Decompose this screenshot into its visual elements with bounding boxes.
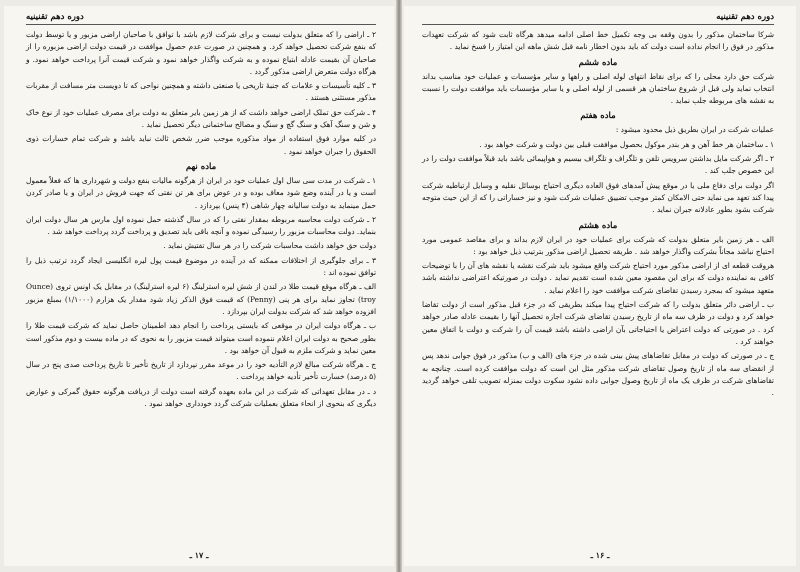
- article-heading: ماده هشتم: [578, 220, 618, 231]
- right-para: هروقت قطعه ای از اراضی مذکور مورد احتیاج شرکت واقع میشود باید شرکت نقشه یا نقشه های آن را با توضیحات کافی به نماینده دولت که برای این مقصود معین شده است تقدیم نماید . دولت در صورتیکه اعتراضی نداشته باشد متعهد میشود که بمجرد رسیدن تقاضای شرکت موافقت خود را اعلام نماید .: [422, 261, 774, 295]
- article-heading: ماده ششم: [578, 57, 618, 68]
- article-heading: ماده نهم: [185, 161, 217, 172]
- right-para: ج ـ در صورتی که دولت در مقابل تقاضاهای پیش بینی شده در جزء های (الف و ب) مذکور در فوق جوابی ندهد پس از انقضای سه ماه از تاریخ وصول تقاضای شرکت مذکور مثل این است که دولت موافقت کرده است. چنانچه به تقاضاهای شرکت در ظرف یک ماه از تاریخ وصول جوابی داده نشود سکوت دولت بمنزله تصویب تلقی خواهد گردید .: [422, 351, 774, 398]
- right-page-number: ـ ۱۶ ـ: [590, 550, 610, 560]
- left-para: الف ـ هرگاه موقع قیمت طلا در لندن از شش لیره استرلینگ (۶ لیره استرلینگ) در مقابل یک اونس تروی (Ounce troy) تجاوز نماید برای هر پنی (Penny) که قیمت فوق الذکر زیاد شود مقدار یک هزارم (۱/۱۰۰۰) بمبلغ مزبور افزوده خواهد شد که شرکت بدولت ایران بپردازد .: [26, 282, 376, 316]
- right-para: شرکت حق دارد محلی را که برای نقاط انتهای لوله اصلی و راهها و سایر مؤسسات و عملیات خود مناسب بداند انتخاب نماید ولی قبل از شروع ساختمان هر قسمی از لوله اصلی و یا سایر مؤسسات باید موافقت دولت را نسبت به نقشه های مربوطه جلب نماید .: [422, 71, 774, 106]
- left-para: ب ـ هرگاه دولت ایران در موقعی که بایستی پرداخت را انجام دهد اطمینان حاصل نماید که شرکت قیمت طلا را بطور صحیح به دولت ایران اعلام ننموده است میتواند قیمت مزبور را به نحوی که در ماده بیست و دوم مذکور است معین نماید و شرکت ملزم به قبول آن خواهد بود .: [26, 321, 376, 355]
- left-para: ۲ ـ شرکت دولت محاسبه مربوطه بمقدار نفتی را که در سال گذشته حمل نموده اول مارس هر سال دولت ایران بنماید. دولت محاسبات مزبور را رسیدگی نموده و آنچه باقی باید تصدیق و پرداخت گردد پرداخت خواهد شد .: [26, 214, 376, 237]
- right-para: ۱ ـ ساختمان هر خط آهن و هر بندر موکول بحصول موافقت قبلی بین دولت و شرکت خواهد بود .: [479, 139, 774, 149]
- right-para: عملیات شرکت در ایران بطریق ذیل محدود میشود :: [615, 125, 774, 135]
- right-page: [404, 6, 796, 566]
- left-page-content: [26, 29, 376, 410]
- left-running-head: دوره دهم تقنینیه: [26, 12, 376, 25]
- book-gutter: [396, 0, 402, 572]
- left-para: در کلیه موارد فوق استفاده از مواد مذکوره موجب ضرر شخص ثالث نباید باشد و شرکت تمام خسارات ذوی الحقوق را جبران خواهد نمود .: [26, 134, 376, 156]
- left-para: ۳ ـ برای جلوگیری از اختلافات ممکنه که در آینده در موضوع قیمت پول لیره انگلیسی ایجاد گردد ترتیب ذیل را توافق نموده اند :: [26, 255, 376, 278]
- right-para: شرکا ساختمان مذکور را بدون وقفه بی وجه تکمیل خط اصلی ادامه میدهد هرگاه ثابت شود که شرکت تعهدات مذکور در فوق را انجام نداده است دولت که باید بدون اخطار نامه قبل شش ماهه این امتیاز را فسخ نماید .: [422, 30, 774, 52]
- right-page-content: [422, 29, 774, 399]
- left-page: [4, 6, 394, 566]
- left-para: ج ـ هرگاه شرکت مبالغ لازم التأدیه خود را در موعد مقرر نپردازد از تاریخ تأخیر تا تاریخ پرداخت صدی پنج در سال (۵ درصد) خسارت تأخیر تأدیه خواهد پرداخت .: [26, 360, 376, 382]
- right-para: اگر دولت برای دفاع ملی یا در موقع پیش آمدهای فوق العاده دیگری احتیاج بوسائل نقلیه و وسایل ارتباطیه شرکت پیدا کند تعهد می نماید حتی الامکان کمتر موجب تضییق عملیات شرکت شود و نیز خساراتی را که از این حیث متوجه شرکت بشود بطور عادلانه جبران نماید .: [422, 180, 774, 215]
- left-page-number: ـ ۱۷ ـ: [189, 550, 209, 560]
- left-para: ۱ ـ شرکت در مدت سی سال اول عملیات خود در ایران از هرگونه مالیات بنفع دولت و شهرداری ها که فعلاً معمول است و یا در آینده وضع شود معاف بوده و در عوض برای هر تن نفتی که جهت فروش در ایران و یا صادر کردن حمل مینماید به دولت سالیانه چهار شاهی (۴ پنس) بپردازد .: [26, 175, 376, 210]
- left-para: د ـ در مقابل تعهداتی که شرکت در این ماده بعهده گرفته است دولت از دریافت هرگونه حقوق گمرکی و عوارض دیگری که بنحوی از انحاء متعلق بعملیات شرکت گردد خودداری خواهد نمود .: [26, 386, 376, 409]
- article-heading: ماده هفتم: [580, 111, 616, 122]
- right-para: الف ـ هر زمین بایر متعلق بدولت که شرکت برای عملیات خود در ایران لازم بداند و برای مقاصد عمومی مورد احتیاج نباشد مجاناً بشرکت واگذار خواهد شد . طریقه تحصیل اراضی مذکور بترتیب ذیل خواهد بود :: [422, 234, 774, 256]
- left-para: ۴ ـ شرکت حق تملک اراضی خواهد داشت که از هر زمین بایر متعلق به دولت برای مصرف عملیات خود از نوع خاک و شن و سنگ آهک و سنگ گچ و سنگ و مصالح ساختمانی دیگر تحصیل نماید .: [26, 107, 376, 130]
- right-para: ب ـ اراضی دائر متعلق بدولت را که شرکت احتیاج پیدا میکند بطریقی که در جزء قبل مذکور است از دولت تقاضا خواهد کرد و دولت در ظرف سه ماه از تاریخ رسیدن تقاضای شرکت اجازه تحصیل آنها را بقیمت عادله صادر خواهد کرد . در صورتی که دولت اعتراض یا احتیاجاتی بآن اراضی داشته باشد قیمت آن را شرکت و دولت با اتفاق معین خواهند کرد .: [422, 300, 774, 346]
- left-para: ۲ ـ اراضی را که متعلق بدولت نیست و برای شرکت لازم باشد با توافق با صاحبان اراضی مزبور و یا توسط دولت که بنفع شرکت تحصیل خواهد کرد. و همچنین در صورت عدم حصول موافقت در قیمت دولت اراضی مزبوره را از صاحبان آن بقیمت عادله ابتیاع نموده و به شرکت واگذار خواهد نمود و شرکت قیمت آنرا پرداخت خواهد نمود. و هرگاه دولت متعرض اراضی مذکور گردد .: [26, 30, 376, 76]
- right-running-head: دوره دهم تقنینیه: [422, 12, 774, 25]
- right-para: ۲ ـ اگر شرکت مایل بداشتن سرویس تلفن و تلگراف و تلگراف بیسیم و هواپیمائی باشد باید قبلاً موافقت دولت را در این خصوص جلب کند .: [422, 154, 774, 176]
- left-para: ۳ ـ کلیه تأسیسات و علامات که جنبهٔ تاریخی یا صنعتی داشته و همچنین نواحی که تا دویست متر مسافت از مقربات مذکور مستثنی هستند .: [26, 81, 376, 103]
- left-para: دولت حق خواهد داشت محاسبات شرکت را در هر سال تفتیش نماید .: [163, 241, 376, 251]
